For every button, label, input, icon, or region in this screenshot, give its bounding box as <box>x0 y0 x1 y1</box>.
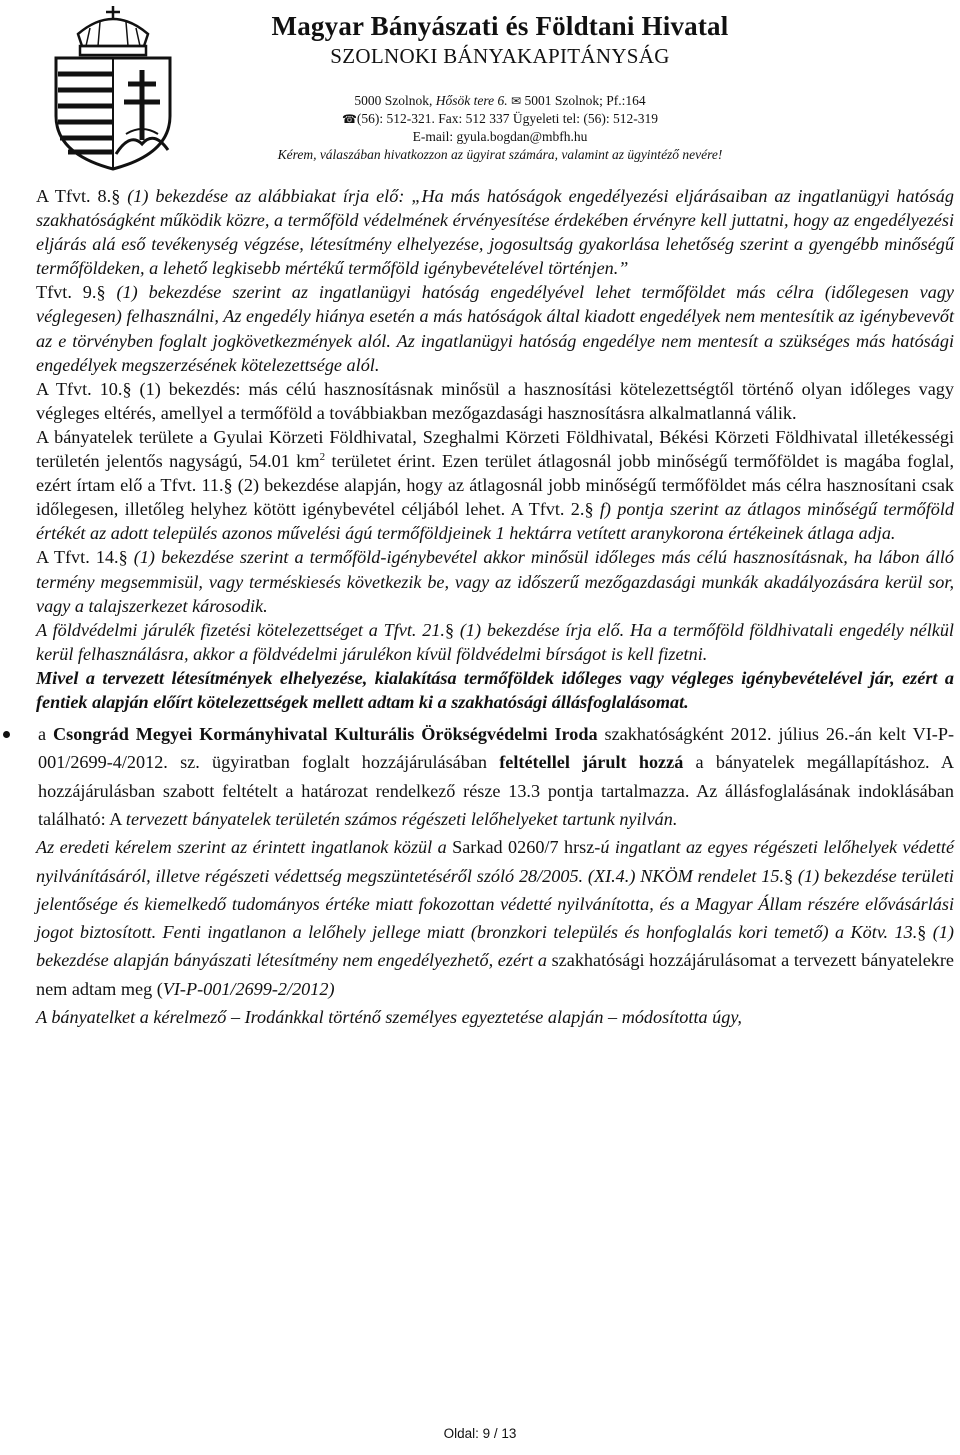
text-segment: f) pontja szerint az átlagos minőségű termőföld értékét az adott település azonos művelési ágú termőföldjeinek 1 hektárra vetített aranykorona értékeinek átlaga adja. <box>36 499 955 544</box>
text-segment: (1) bekezdése szerint a termőföld-igénybevétel akkor minősül időleges más célú hasznosításnak, ha lábon álló termény megsemmisül, vagy terméskiesés következik be, vagy az időszerű mezőgazdasági munkák akadályozására kerül sor, vagy a talajszerkezet károsodik. <box>36 547 954 616</box>
paragraph-tfvt-8 <box>36 184 954 280</box>
section-sign: § <box>917 922 927 943</box>
bullet-list <box>36 720 954 833</box>
section-sign: § <box>111 186 121 206</box>
superscript: 2 <box>319 450 326 463</box>
envelope-icon: ✉ <box>511 94 522 108</box>
text-segment: A bányatelek területe a Gyulai Körzeti Földhivatal, Szeghalmi Körzeti Földhivatal, Békési Körzeti Földhivatal illetékességi területén jelentős nagyságú, 54.01 km <box>36 426 954 472</box>
text-segment: (1) bekezdés: más célú hasznosításnak minősül a hasznosítási kötelezettségtől történő olyan időleges vagy végleges eltérés, amellyel a termőföld a továbbiakban mezőgazdasági hasznosításra alkalmatlanná válik. <box>36 378 954 423</box>
paragraph-tfvt-14 <box>36 545 954 617</box>
paragraph-tfvt-9 <box>36 280 954 376</box>
address-city: 5000 Szolnok, <box>354 93 436 108</box>
section-sign: § <box>122 378 132 399</box>
letterhead <box>200 10 800 164</box>
paragraph-bányatelek-area <box>36 425 954 545</box>
text-segment: (1) bekezdése írja elő. Ha a termőföld földhivatali engedély nélkül kerül felhasználásra, akkor a földvédelmi járulékon kívül földvédelmi bírságot is kell fizetni. <box>36 619 954 664</box>
phone-icon: ☎ <box>341 112 357 126</box>
text-segment: a <box>38 724 54 745</box>
text-segment: Sarkad 0260/7 hrsz- <box>446 837 601 858</box>
text-segment: A Tfvt. 8. <box>36 186 112 206</box>
section-sign: § <box>96 282 106 303</box>
reference-note: Kérem, válaszában hivatkozzon az ügyirat számára, valamint az ügyintéző nevére! <box>277 147 723 162</box>
text-segment: (2) bekezdése alapján, hogy az átlagosnál jobb minőségű termőföldet más célra hasznosítani csak időlegesen, illetőleg helyhez kötött igénybevétel céljából lehet. A Tfvt. 2. <box>36 475 954 520</box>
text-segment: szakhatóságként 2012. július 26.-án kelt VI-P-001/2699-4/2012. sz. ügyiratban foglalt hozzájárulásában <box>38 724 955 773</box>
section-sign: § <box>118 547 128 568</box>
paragraph-tfvt-21 <box>36 618 954 666</box>
paragraph-modification: A bányatelket a kérelmező – Irodánkkal történő személyes egyeztetése alapján – módosította úgy, <box>36 1007 742 1028</box>
text-segment: ú ingatlant az egyes régészeti lelőhelyek védetté nyilvánításáról, illetve régészeti védettség megszüntetéséről szóló 28/2005. (XI.4.) NKÖM rendelet 15. <box>36 837 955 886</box>
text-segment: a bányatelek megállapításhoz. A hozzájárulásban szabott feltételt a határozat rendelkező része 13.3 pontja tartalmazza. Az állásfoglalásának indoklásában található: A <box>38 752 954 829</box>
phone-numbers: (56): 512-321. Fax: 512 337 Ügyeleti tel: (56): 512-319 <box>356 111 659 126</box>
paragraph-tfvt-10 <box>36 377 954 425</box>
text-segment: Csongrád Megyei Kormányhivatal Kulturális Örökségvédelmi Iroda <box>53 724 598 745</box>
text-segment: feltétellel járult hozzá <box>499 752 684 773</box>
page-number: Oldal: 9 / 13 <box>443 1426 517 1441</box>
phone-line <box>200 110 800 128</box>
text-segment: területet érint. Ezen terület átlagosnál jobb minőségű termőföldet is magába foglal, ezért írtam elő a Tfvt. 11. <box>36 451 954 496</box>
list-item <box>36 720 954 833</box>
text-segment: (1) bekezdése az alábbiakat írja elő: „Ha más hatóságok engedélyezési eljárásaiban az ingatlanügyi hatóság szakhatóságként működik közre, a termőföld védelmének érvényesítése érdekében érvényre kell juttatni, hogy az engedélyezési eljárás alá eső tevékenység végzése, létesítmény elhelyezése, jogosultság gyakorlása lehetőség szerint a gyengébb minőségű termőföldeken, a lehető legkisebb mértékű termőföld igénybevételével történjen.” <box>36 186 954 279</box>
office-name: SZOLNOKI BÁNYAKAPITÁNYSÁG <box>330 44 670 68</box>
text-segment: Tfvt. 9. <box>36 282 97 303</box>
paragraph-conclusion: Mivel a tervezett létesítmények elhelyezése, kialakítása termőföldek időleges vagy végleges igénybevételével jár, ezért a fentiek alapján előírt kötelezettségek mellett adtam ki a szakhatósági állásfoglalásomat. <box>36 667 954 712</box>
text-segment: VI-P-001/2699-2/2012) <box>162 978 335 999</box>
organization-name: Magyar Bányászati és Földtani Hivatal <box>271 11 729 41</box>
bullet-icon <box>3 731 10 738</box>
text-segment: Az eredeti kérelem szerint az érintett ingatlanok közül a <box>36 837 447 858</box>
section-sign: § <box>784 865 794 886</box>
section-sign: § <box>584 499 594 520</box>
address-line <box>200 92 800 110</box>
text-segment: (1) bekezdése alapján bányászati létesítmény nem engedélyezhető, ezért a <box>36 922 954 971</box>
text-segment: A Tfvt. 14. <box>36 547 119 568</box>
text-segment: A Tfvt. 10. <box>36 378 123 399</box>
paragraph-sarkad <box>36 833 954 1003</box>
email-link[interactable]: gyula.bogdan@mbfh.hu <box>456 129 588 144</box>
section-sign: § <box>223 475 233 496</box>
document-body <box>36 184 954 1031</box>
text-segment: A földvédelmi járulék fizetési kötelezettséget a Tfvt. 21. <box>36 619 445 640</box>
address-street: Hősök tere 6. <box>435 93 508 108</box>
email-label: E-mail: <box>412 129 457 144</box>
email-line <box>200 128 800 146</box>
hungarian-coat-of-arms-icon <box>38 4 188 172</box>
address-po-box: 5001 Szolnok; Pf.:164 <box>521 93 646 108</box>
text-segment: (1) bekezdése területi jelentősége és kiemelkedő tudományos értéke miatt fokozottan védetté nyilvánította, és a Magyar Állam részére elővásárlási jogot biztosított. Fenti ingatlanon a lelőhely jellege miatt (bronzkori település és honfoglalás kori temető) a Kötv. 13. <box>36 865 954 943</box>
text-segment: szakhatósági hozzájárulásomat a tervezett bányatelekre nem adtam meg ( <box>36 950 954 999</box>
section-sign: § <box>444 619 455 640</box>
text-segment: (1) bekezdése szerint az ingatlanügyi hatóság engedélyével lehet termőföldet más célra (időlegesen vagy véglegesen) felhasználni, Az engedély hiánya esetén a más hatóságok által kiadott engedélyek nem mentesítik az igénybevevőt az e törvényben foglalt jogkövetkezmények alól. Az ingatlanügyi hatóság engedélye nem mentesít a szükséges más hatósági engedélyek megszerzésének kötelezettsége alól. <box>36 282 954 375</box>
text-segment: tervezett bányatelek területén számos régészeti lelőhelyeket tartunk nyilván. <box>125 808 678 829</box>
